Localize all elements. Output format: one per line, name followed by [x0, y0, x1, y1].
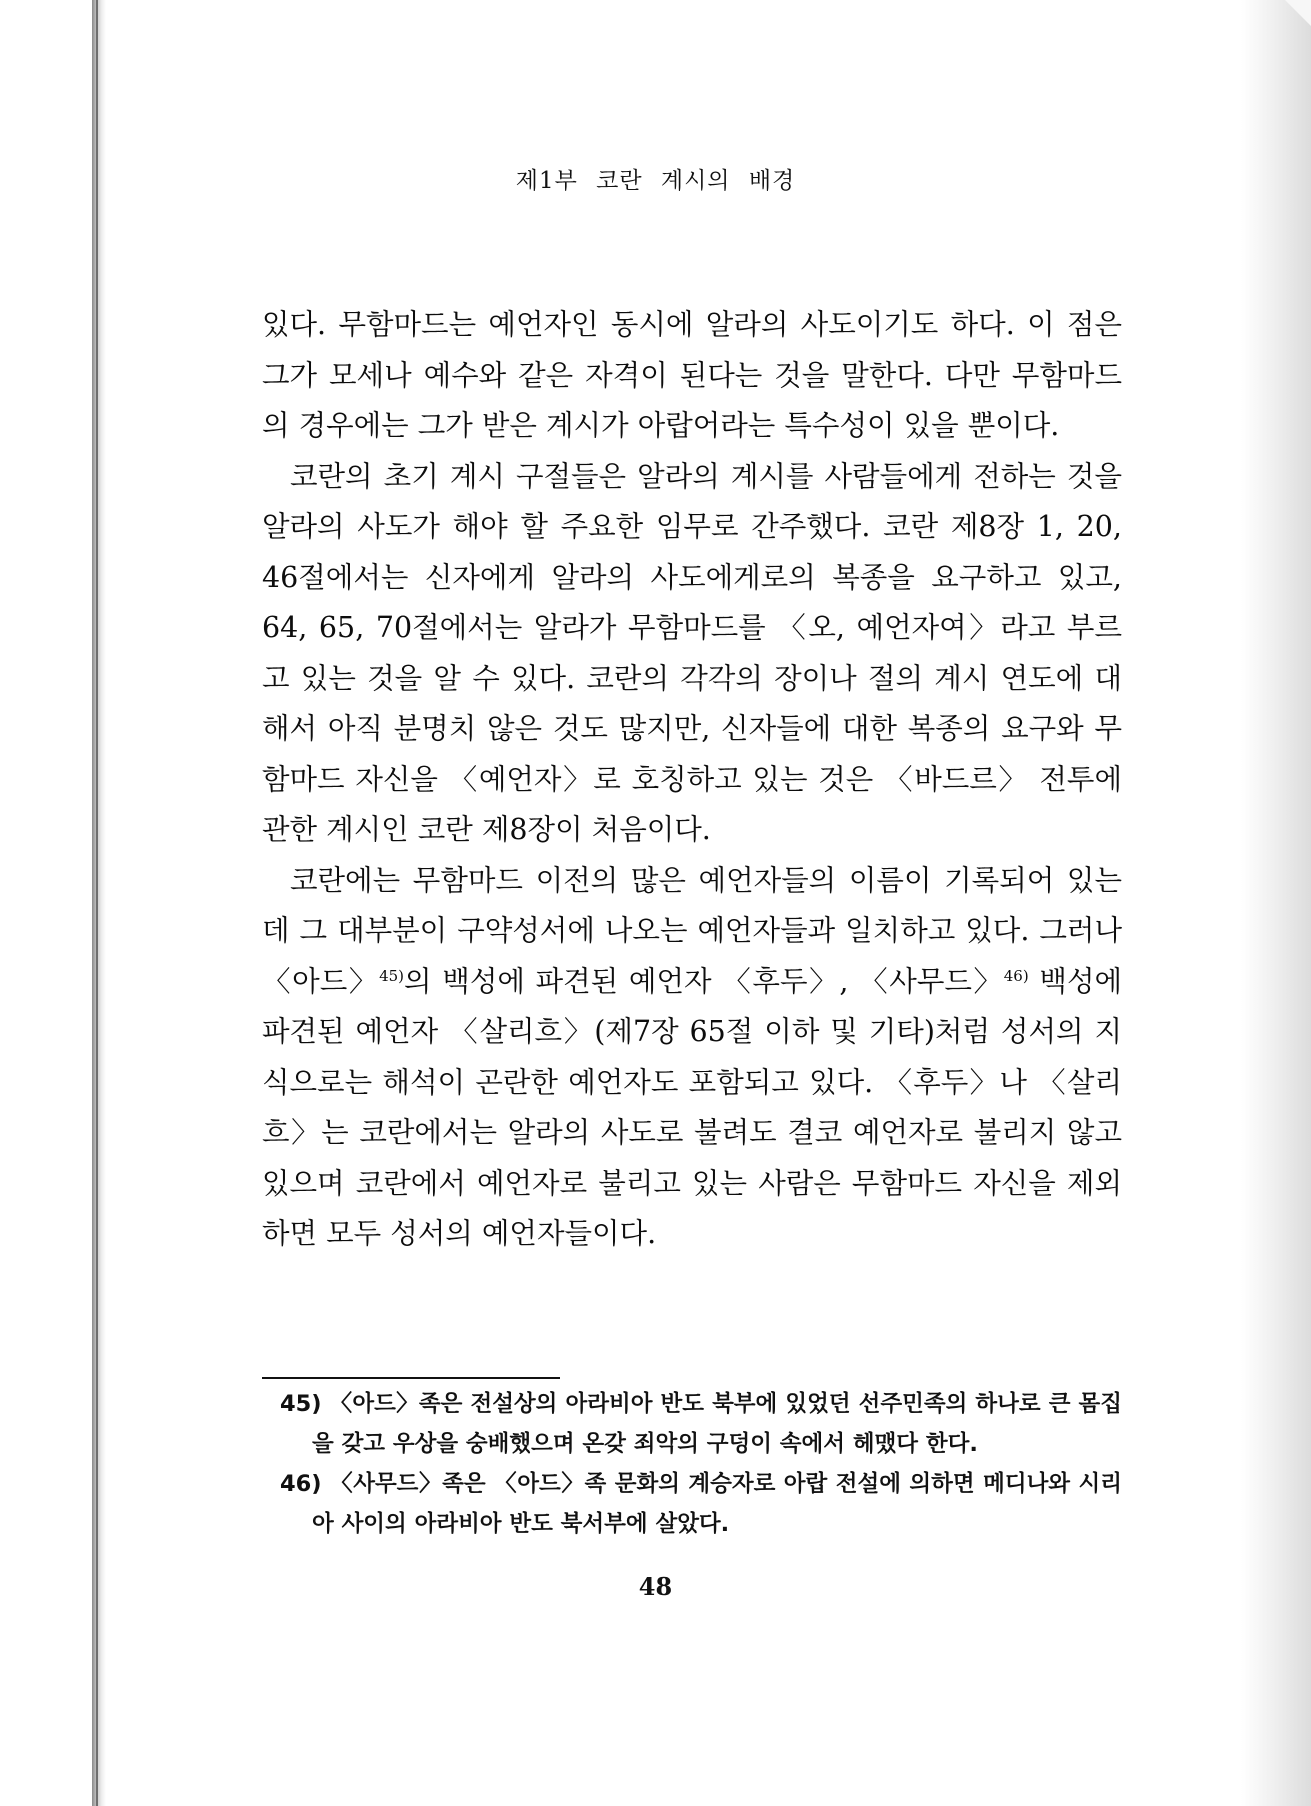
- paragraph-1: 있다. 무함마드는 예언자인 동시에 알라의 사도이기도 하다. 이 점은 그가 모세나 예수와 같은 자격이 된다는 것을 말한다. 다만 무함마드의 경우에는 그가 받은 계시가 아랍어라는 특수성이 있을 뿐이다.: [262, 308, 1122, 442]
- page-corner: [1285, 0, 1311, 26]
- footnotes: [280, 1384, 1122, 1544]
- footnote-divider: [262, 1377, 560, 1379]
- book-spine-shadow: [92, 0, 106, 1806]
- footnote-45: 45) 〈아드〉족은 전설상의 아라비아 반도 북부에 있었던 선주민족의 하나로 큰 몸집을 갖고 우상을 숭배했으며 온갖 죄악의 구덩이 속에서 헤맸다 한다.: [280, 1391, 1122, 1457]
- page-right-shading: [1241, 0, 1311, 1806]
- page-number: 48: [638, 1572, 673, 1601]
- paragraph-2: 코란의 초기 계시 구절들은 알라의 계시를 사람들에게 전하는 것을 알라의 사도가 해야 할 주요한 임무로 간주했다. 코란 제8장 1, 20, 46절에서는 신자에게 알라의 사도에게로의 복종을 요구하고 있고, 64, 65, 70절에서는 알라가 무함마드를 〈오, 예언자여〉라고 부르고 있는 것을 알 수 있다. 코란의 각각의 장이나 절의 계시 연도에 대해서 아직 분명치 않은 것도 많지만, 신자들에 대한 복종의 요구와 무함마드 자신을 〈예언자〉로 호칭하고 있는 것은 〈바드르〉 전투에 관한 계시인 코란 제8장이 처음이다.: [262, 459, 1122, 846]
- footnote-46: 46) 〈사무드〉족은 〈아드〉족 문화의 계승자로 아랍 전설에 의하면 메디나와 시리아 사이의 아라비아 반도 북서부에 살았다.: [280, 1471, 1122, 1537]
- footnote-ref-46[interactable]: 46): [1003, 966, 1029, 985]
- running-head: 제1부 코란 계시의 배경: [515, 168, 796, 194]
- paragraph-3-part-2: 의 백성에 파견된 예언자 〈후두〉, 〈사무드〉: [404, 964, 1004, 998]
- footnote-ref-45[interactable]: 45): [379, 966, 405, 985]
- paragraph-3-part-3: 백성에 파견된 예언자 〈살리흐〉(제7장 65절 이하 및 기타)처럼 성서의 지식으로는 해석이 곤란한 예언자도 포함되고 있다. 〈후두〉나 〈살리흐〉는 코란에서는 알라의 사도로 불려도 결코 예언자로 불리지 않고 있으며 코란에서 예언자로 불리고 있는 사람은 무함마드 자신을 제외하면 모두 성서의 예언자들이다.: [262, 964, 1123, 1250]
- paragraph-3: [262, 856, 1122, 1260]
- body-text: [262, 300, 1122, 1260]
- paragraph-3-part-1: 코란에는 무함마드 이전의 많은 예언자들의 이름이 기록되어 있는데 그 대부분이 구약성서에 나오는 예언자들과 일치하고 있다. 그러나 〈아드〉: [262, 863, 1122, 998]
- book-spine-edge: [96, 0, 98, 1806]
